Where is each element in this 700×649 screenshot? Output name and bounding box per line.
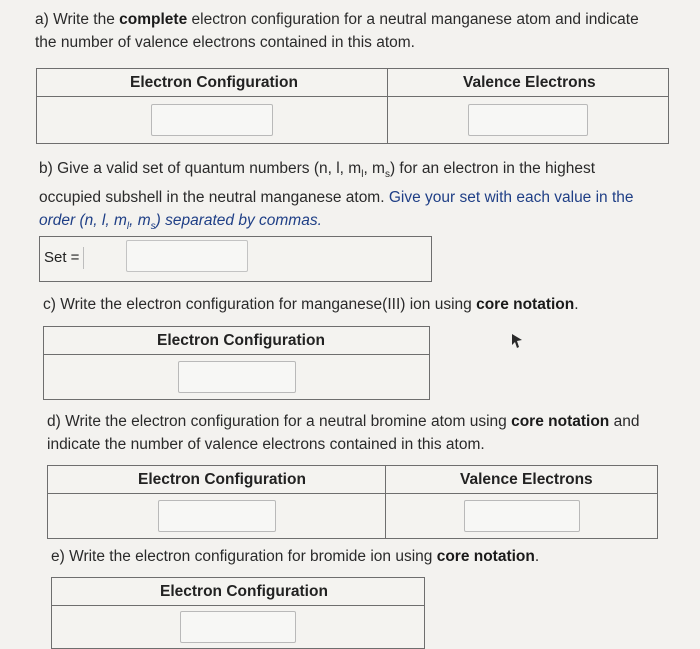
emphasis-core-notation: core notation: [476, 296, 575, 313]
input-electron-configuration-c[interactable]: [178, 361, 296, 393]
header-electron-configuration: Electron Configuration: [44, 327, 430, 355]
header-electron-configuration: Electron Configuration: [48, 466, 386, 494]
header-electron-configuration: Electron Configuration: [37, 69, 388, 97]
question-d: d) Write the electron configuration for a neutral bromine atom using core notation and indicate the number of valence electrons contained in this atom.: [47, 413, 640, 453]
input-electron-configuration-d[interactable]: [158, 500, 276, 532]
input-electron-configuration-e[interactable]: [180, 611, 296, 643]
emphasis-complete: complete: [119, 11, 188, 28]
input-electron-configuration-a[interactable]: [151, 104, 273, 136]
answer-table-e: [51, 577, 425, 649]
question-e: e) Write the electron configuration for bromide ion using core notation.: [51, 548, 540, 565]
mouse-cursor-icon: [510, 333, 524, 349]
set-answer-box: [39, 236, 432, 282]
header-valence-electrons: Valence Electrons: [388, 69, 669, 97]
set-label: Set =: [44, 247, 84, 269]
input-valence-electrons-d[interactable]: [464, 500, 580, 532]
answer-table-c: [43, 326, 430, 400]
set-input[interactable]: [126, 240, 248, 272]
emphasis-core-notation: core notation: [436, 548, 535, 565]
question-b: b) Give a valid set of quantum numbers (n, l, $m_l$, $m_s$) for an electron in the highest occupied subshell in the neutral manganese atom. Give your set with each value in the order (n, l, $m_l$, $m_s$) separated by commas.: [39, 160, 634, 233]
header-electron-configuration: Electron Configuration: [52, 578, 425, 606]
answer-table-a: [36, 68, 669, 144]
question-a: a) Write the complete electron configuration for a neutral manganese atom and indicate the number of valence electrons contained in this atom.: [35, 11, 639, 51]
emphasis-core-notation: core notation: [511, 413, 610, 430]
input-valence-electrons-a[interactable]: [468, 104, 588, 136]
header-valence-electrons: Valence Electrons: [386, 466, 658, 494]
answer-table-d: [47, 465, 658, 539]
question-c: c) Write the electron configuration for manganese(III) ion using core notation.: [43, 296, 579, 313]
